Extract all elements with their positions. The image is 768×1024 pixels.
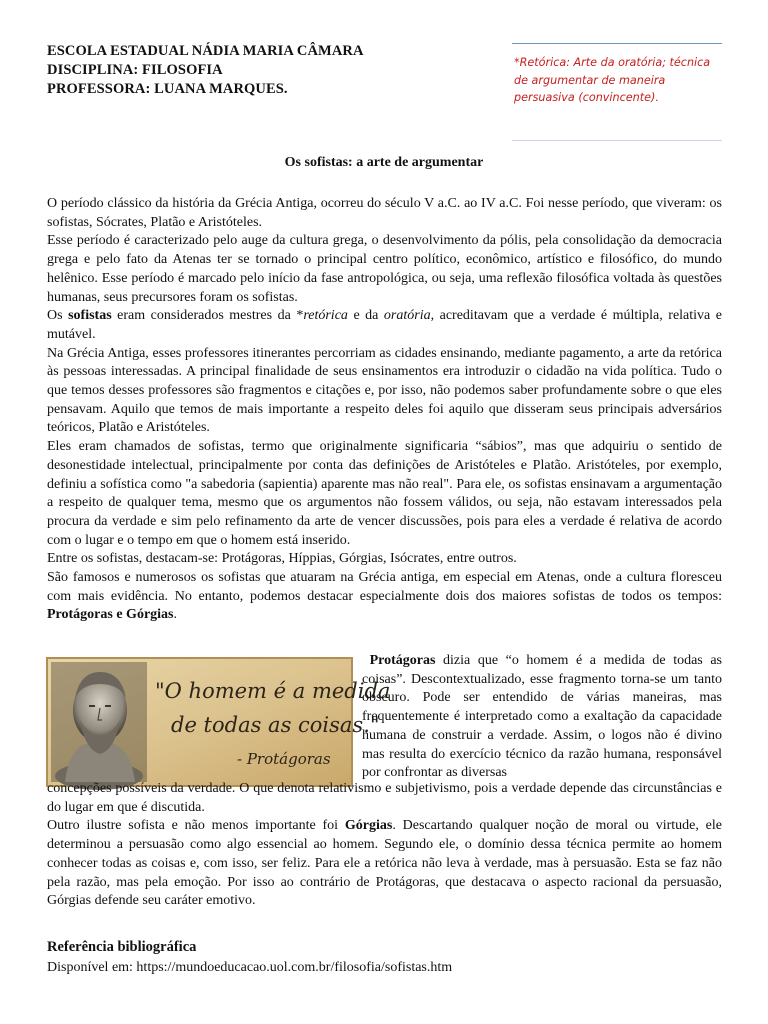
paragraph-gorgias: Outro ilustre sofista e não menos importante foi Górgias. Descartando qualquer noção de moral ou virtude, ele determinou a persuasão como algo essencial ao homem. Segundo ele, o domínio dessa técnica permite ao homem conhecer todas as coisas e, com isso, ser feliz. Para ele a retórica não leva à verdade, mas à persuasão. Esta se faz não pela razão, mas pela emoção. Por isso ao contrário de Protágoras, que destacava o aspecto racional da persuasão, Górgias defende seu caráter emotivo. <box>47 818 722 909</box>
rhetoric-note-box <box>512 43 722 141</box>
protagoras-bust-icon <box>51 662 147 790</box>
reference-heading: Referência bibliográfica <box>47 939 197 955</box>
reference-source: Disponível em: https://mundoeducacao.uol.com.br/filosofia/sofistas.htm <box>47 960 453 975</box>
protagoras-quote-image <box>47 658 391 786</box>
term-protagoras: Protágoras <box>369 653 436 668</box>
term-retorica: retórica <box>303 308 348 324</box>
main-text <box>47 195 722 625</box>
school-name: ESCOLA ESTADUAL NÁDIA MARIA CÂMARA <box>47 43 364 59</box>
quote-line-2: de todas as coisas." <box>171 713 380 737</box>
paragraph-greek-culture: Esse período é caracterizado pelo auge da cultura grega, o desenvolvimento da pólis, pela consolidação da democracia grega e pelo fato da Atenas ter se tornado o principal centro político, econômico, artístico e filosófico, do mundo helênico. Esse período é marcado pelo início da fase antropológica, ou seja, uma reflexão filosófica voltada às questões humanas, seus precursores foram os sofistas. <box>47 233 722 305</box>
paragraph-protagoras-end: concepções possíveis da verdade. O que denota relativismo e subjetivismo, pois a verdade depende das circunstâncias e do lugar em que é discutida. <box>47 781 722 815</box>
paragraph-sophist-meaning: Eles eram chamados de sofistas, termo que originalmente significaria “sábios”, mas que adquiriu o sentido de desonestidade intelectual, principalmente por conta das definições de Aristóteles e Platão. Aristóteles, por exemplo, definiu a sofística como "a sabedoria (sapientia) aparente mas não real". Para ele, os sofistas ensinavam a argumentação a respeito de qualquer tema, mesmo que os argumentos não fossem válidos, ou seja, não estavam interessados pela procura da verdade e sim pelo refinamento da arte de vencer discussões, pois para eles a verdade é relativa de acordo com o lugar e o tempo em que o homem está inserido. <box>47 439 722 548</box>
protagoras-paragraph-column <box>362 652 722 783</box>
quote-attribution: - Protágoras <box>237 750 331 768</box>
term-gorgias: Górgias <box>344 818 393 834</box>
teacher-line: PROFESSORA: LUANA MARQUES. <box>47 81 288 97</box>
quote-line-1: "O homem é a medida <box>155 679 391 703</box>
paragraph-sophists-masters: Os sofistas eram considerados mestres da *retórica e da oratória, acreditavam que a verdade é múltipla, relativa e mutável. <box>47 308 722 342</box>
continued-text <box>47 780 722 911</box>
paragraph-classical-period: O período clássico da história da Grécia Antiga, ocorreu do século V a.C. ao IV a.C. Foi nesse período, que viveram: os sofistas, Sócrates, Platão e Aristóteles. <box>47 196 722 230</box>
term-oratoria: oratória <box>383 308 431 324</box>
rhetoric-note-text: *Retórica: Arte da oratória; técnica de argumentar de maneira persuasiva (convincente). <box>514 56 711 104</box>
document-title: Os sofistas: a arte de argumentar <box>284 155 484 170</box>
paragraph-notable-sophists: Entre os sofistas, destacam-se: Protágoras, Híppias, Górgias, Isócrates, entre outros. <box>47 551 517 567</box>
paragraph-protagoras-start: Protágoras dizia que “o homem é a medida de todas as coisas”. Descontextualizado, esse fragmento torna-se um tanto obscuro. Pode ser entendido de várias maneiras, mas frequentemente é interpretado como a exaltação da capacidade humana de construir a verdade. Assim, o logos não é divino mas resulta do exercício técnico da razão humana, responsável por confrontar as diversas <box>362 653 722 781</box>
document-header <box>47 42 364 99</box>
paragraph-famous-sophists: São famosos e numerosos os sofistas que atuaram na Grécia antiga, em especial em Atenas, onde a cultura floresceu com mais evidência. No entanto, podemos destacar especialmente dois dos maiores sofistas de todos os tempos: Protágoras e Górgias. <box>47 570 722 623</box>
paragraph-itinerant-teachers: Na Grécia Antiga, esses professores itinerantes percorriam as cidades ensinando, mediante pagamento, a arte da retórica às pessoas interessadas. A principal finalidade de seus ensinamentos era introduzir o cidadão na vida política. Tudo o que temos desses professores são fragmentos e citações e, por isso, não podemos saber profundamente sobre o que eles pensavam. Aquilo que temos de mais importante a respeito deles foi aquilo que disseram seus principais adversários teóricos, Platão e Aristóteles. <box>47 345 722 436</box>
term-sofistas: sofistas <box>68 308 112 324</box>
discipline-line: DISCIPLINA: FILOSOFIA <box>47 62 223 78</box>
term-protagoras-gorgias: Protágoras e Górgias <box>47 607 174 623</box>
protagoras-quote-illustration <box>47 658 391 786</box>
